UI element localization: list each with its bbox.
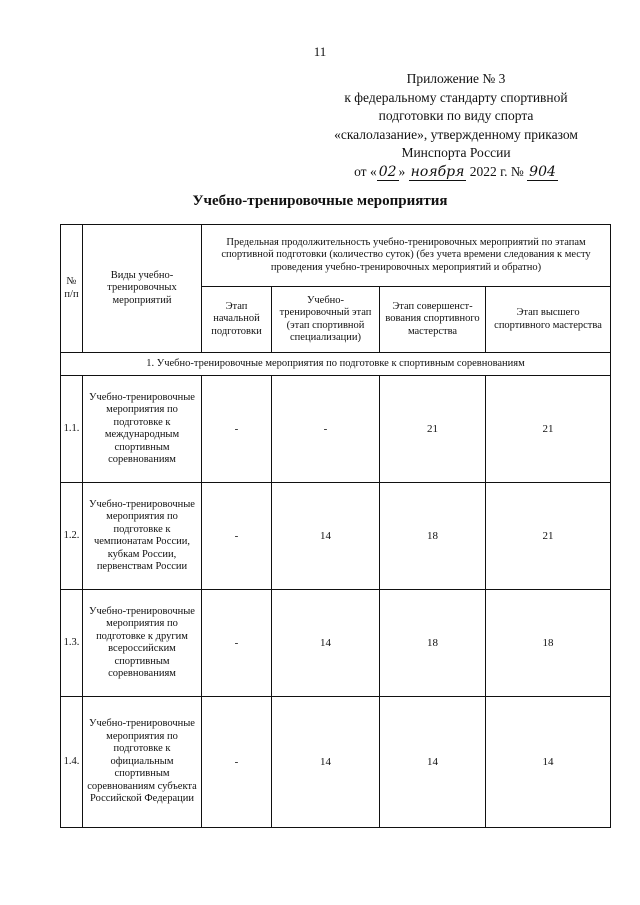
row-value: 14 [272, 483, 380, 590]
row-value: 14 [272, 590, 380, 697]
header-event-type: Виды учебно-тренировочных мероприятий [83, 225, 202, 353]
row-value: 18 [380, 590, 486, 697]
appendix-block [300, 70, 612, 181]
row-value: 18 [486, 590, 611, 697]
header-stage-improvement: Этап совершенст-вования спортивного мастерства [380, 287, 486, 353]
row-value: 21 [380, 376, 486, 483]
date-year: 2022 г. № [469, 163, 524, 179]
appendix-title: Приложение № 3 [406, 71, 506, 86]
row-value: - [202, 697, 272, 828]
row-value: 14 [380, 697, 486, 828]
table-row [61, 483, 611, 590]
row-value: 14 [272, 697, 380, 828]
header-stage-training: Учебно-тренировочный этап (этап спортивной специализации) [272, 287, 380, 353]
date-month-handwritten: ноября [410, 163, 465, 180]
row-value: - [202, 483, 272, 590]
date-day-handwritten: 02 [378, 163, 397, 180]
table-row [61, 590, 611, 697]
header-stage-higher: Этап высшего спортивного мастерства [486, 287, 611, 353]
row-num: 1.2. [61, 483, 83, 590]
row-value: - [202, 376, 272, 483]
order-number-handwritten: 904 [529, 163, 556, 180]
events-table [60, 224, 611, 828]
row-value: 21 [486, 376, 611, 483]
order-date-line [300, 163, 612, 182]
appendix-line: «скалолазание», утвержденному приказом [334, 126, 578, 142]
row-num: 1.4. [61, 697, 83, 828]
row-name: Учебно-тренировочные мероприятия по подготовке к международным спортивным соревнованиям [83, 376, 202, 483]
row-name: Учебно-тренировочные мероприятия по подготовке к другим всероссийским спортивным соревнованиям [83, 590, 202, 697]
appendix-line: к федеральному стандарту спортивной [344, 89, 568, 105]
table-row [61, 697, 611, 828]
header-duration: Предельная продолжительность учебно-тренировочных мероприятий по этапам спортивной подготовки (количество суток) (без учета времени следования к месту проведения учебно-тренировочных мероприятий и обратно) [202, 225, 611, 287]
row-num: 1.1. [61, 376, 83, 483]
row-name: Учебно-тренировочные мероприятия по подготовке к официальным спортивным соревнованиям субъекта Российской Федерации [83, 697, 202, 828]
appendix-line: Минспорта России [401, 145, 511, 160]
row-value: 14 [486, 697, 611, 828]
header-num: № п/п [61, 225, 83, 353]
date-close: » [398, 163, 406, 179]
section-heading: 1. Учебно-тренировочные мероприятия по подготовке к спортивным соревнованиям [61, 353, 611, 376]
header-stage-initial: Этап начальной подготовки [202, 287, 272, 353]
row-value: 21 [486, 483, 611, 590]
page-number: 11 [313, 44, 327, 59]
table-row [61, 376, 611, 483]
appendix-line: подготовки по виду спорта [378, 108, 534, 123]
date-prefix: от « [354, 163, 377, 179]
row-num: 1.3. [61, 590, 83, 697]
row-value: - [272, 376, 380, 483]
page-title: Учебно-тренировочные мероприятия [192, 193, 448, 209]
row-value: - [202, 590, 272, 697]
row-value: 18 [380, 483, 486, 590]
row-name: Учебно-тренировочные мероприятия по подготовке к чемпионатам России, кубкам России, первенствам России [83, 483, 202, 590]
